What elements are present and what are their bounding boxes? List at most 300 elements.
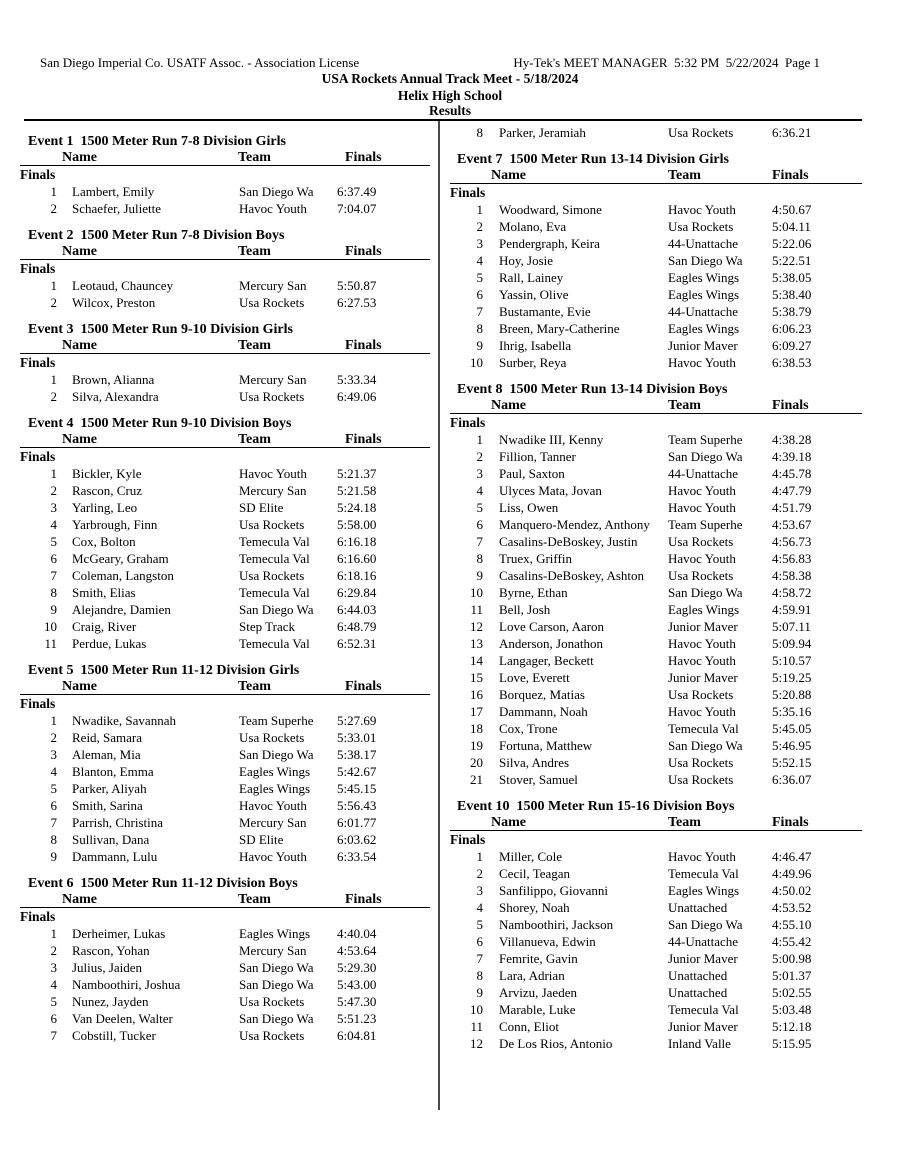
place-cell: 8 (50, 832, 57, 847)
team-cell: San Diego Wa (239, 960, 314, 975)
finals-time-cell: 5:04.11 (772, 219, 811, 234)
place-cell: 10 (44, 619, 57, 634)
result-row (20, 516, 430, 533)
result-row (20, 831, 430, 848)
result-row (20, 567, 430, 584)
team-cell: Eagles Wings (668, 270, 740, 285)
team-cell: San Diego Wa (668, 449, 743, 464)
finals-time-cell: 5:22.06 (772, 236, 812, 251)
table-header-row (20, 338, 430, 354)
event-title: Event 6 1500 Meter Run 11-12 Division Boys (28, 876, 298, 891)
athlete-name-cell: Anderson, Jonathon (499, 636, 603, 651)
athlete-name-cell: Smith, Elias (72, 585, 136, 600)
team-column-header: Team (668, 815, 701, 830)
athlete-name-cell: Coleman, Langston (72, 568, 174, 583)
place-cell: 10 (470, 585, 483, 600)
finals-time-cell: 5:51.23 (337, 1011, 377, 1026)
place-cell: 8 (476, 125, 483, 140)
place-cell: 12 (470, 1036, 483, 1051)
team-column-header: Team (238, 679, 271, 694)
result-row (450, 533, 862, 550)
finals-time-cell: 5:33.01 (337, 730, 377, 745)
finals-time-cell: 4:59.91 (772, 602, 812, 617)
meet-title: USA Rockets Annual Track Meet - 5/18/2024 (321, 71, 579, 86)
finals-time-cell: 5:35.16 (772, 704, 812, 719)
team-cell: Usa Rockets (239, 295, 305, 310)
place-cell: 12 (470, 619, 483, 634)
place-cell: 2 (476, 449, 483, 464)
place-cell: 2 (50, 730, 57, 745)
finals-time-cell: 6:52.31 (337, 636, 377, 651)
team-cell: San Diego Wa (668, 253, 743, 268)
finals-time-cell: 6:04.81 (337, 1028, 377, 1043)
result-row (20, 183, 430, 200)
team-cell: Havoc Youth (668, 202, 736, 217)
finals-time-cell: 6:09.27 (772, 338, 812, 353)
result-row (20, 1010, 430, 1027)
place-cell: 3 (50, 747, 57, 762)
place-cell: 3 (476, 236, 483, 251)
finals-column-header: Finals (345, 244, 382, 259)
place-cell: 7 (476, 534, 483, 549)
result-row (20, 942, 430, 959)
finals-time-cell: 5:29.30 (337, 960, 377, 975)
team-cell: Havoc Youth (668, 704, 736, 719)
team-cell: Eagles Wings (668, 321, 740, 336)
finals-time-cell: 6:38.53 (772, 355, 812, 370)
team-cell: 44-Unattache (668, 466, 739, 481)
finals-section-label: Finals (450, 832, 486, 847)
finals-time-cell: 5:38.79 (772, 304, 812, 319)
table-header-row (20, 892, 430, 908)
finals-column-header: Finals (772, 168, 809, 183)
place-cell: 2 (50, 943, 57, 958)
result-row (450, 499, 862, 516)
athlete-name-cell: Sullivan, Dana (72, 832, 150, 847)
place-cell: 1 (50, 278, 57, 293)
finals-time-cell: 5:46.95 (772, 738, 812, 753)
finals-time-cell: 5:02.55 (772, 985, 812, 1000)
finals-time-cell: 4:40.04 (337, 926, 377, 941)
place-cell: 2 (50, 295, 57, 310)
place-cell: 5 (50, 534, 57, 549)
finals-time-cell: 4:46.47 (772, 849, 812, 864)
event-title: Event 5 1500 Meter Run 11-12 Division Girls (28, 663, 300, 678)
table-header-row (20, 244, 430, 260)
athlete-name-cell: Borquez, Matias (499, 687, 585, 702)
finals-time-cell: 5:38.40 (772, 287, 812, 302)
result-row (450, 652, 862, 669)
result-row (450, 550, 862, 567)
place-cell: 2 (476, 866, 483, 881)
place-cell: 7 (50, 815, 57, 830)
place-cell: 7 (476, 951, 483, 966)
team-cell: Usa Rockets (668, 687, 734, 702)
athlete-name-cell: Casalins-DeBoskey, Ashton (499, 568, 645, 583)
place-cell: 7 (50, 1028, 57, 1043)
name-column-header: Name (62, 432, 97, 447)
place-cell: 8 (476, 968, 483, 983)
finals-time-cell: 4:55.10 (772, 917, 812, 932)
athlete-name-cell: Liss, Owen (499, 500, 559, 515)
result-row (20, 277, 430, 294)
team-column-header: Team (668, 168, 701, 183)
column-divider (438, 121, 440, 1110)
event-title: Event 2 1500 Meter Run 7-8 Division Boys (28, 228, 285, 243)
team-cell: Eagles Wings (668, 883, 740, 898)
place-cell: 11 (470, 602, 483, 617)
finals-time-cell: 4:39.18 (772, 449, 812, 464)
place-cell: 5 (476, 270, 483, 285)
athlete-name-cell: Manquero-Mendez, Anthony (499, 517, 650, 532)
athlete-name-cell: Reid, Samara (72, 730, 143, 745)
result-row (450, 601, 862, 618)
finals-time-cell: 6:48.79 (337, 619, 377, 634)
table-header-row (450, 398, 862, 414)
team-cell: Havoc Youth (239, 466, 307, 481)
athlete-name-cell: Namboothiri, Jackson (499, 917, 614, 932)
finals-time-cell: 4:50.02 (772, 883, 812, 898)
result-row (20, 200, 430, 217)
finals-time-cell: 5:56.43 (337, 798, 377, 813)
place-cell: 6 (476, 934, 483, 949)
finals-time-cell: 4:58.38 (772, 568, 812, 583)
place-cell: 9 (476, 338, 483, 353)
place-cell: 9 (476, 985, 483, 1000)
result-row (20, 729, 430, 746)
team-cell: Havoc Youth (239, 201, 307, 216)
place-cell: 2 (50, 389, 57, 404)
athlete-name-cell: Bustamante, Evie (499, 304, 591, 319)
team-cell: Mercury San (239, 278, 307, 293)
finals-time-cell: 4:38.28 (772, 432, 812, 447)
athlete-name-cell: McGeary, Graham (72, 551, 169, 566)
finals-column-header: Finals (772, 398, 809, 413)
athlete-name-cell: Aleman, Mia (72, 747, 141, 762)
team-cell: Junior Maver (668, 670, 738, 685)
venue-name: Helix High School (397, 88, 503, 103)
athlete-name-cell: Arvizu, Jaeden (499, 985, 577, 1000)
place-cell: 4 (476, 253, 483, 268)
finals-section-label: Finals (20, 167, 56, 182)
finals-time-cell: 5:45.05 (772, 721, 812, 736)
athlete-name-cell: Villanueva, Edwin (499, 934, 596, 949)
result-row (450, 686, 862, 703)
place-cell: 11 (470, 1019, 483, 1034)
team-cell: Junior Maver (668, 338, 738, 353)
athlete-name-cell: Fillion, Tanner (499, 449, 576, 464)
place-cell: 9 (50, 849, 57, 864)
athlete-name-cell: Lara, Adrian (499, 968, 565, 983)
result-row (450, 933, 862, 950)
place-cell: 5 (476, 917, 483, 932)
name-column-header: Name (62, 150, 97, 165)
team-cell: Mercury San (239, 943, 307, 958)
team-cell: Usa Rockets (239, 568, 305, 583)
result-row (450, 337, 862, 354)
athlete-name-cell: Cox, Bolton (72, 534, 136, 549)
team-cell: Temecula Val (239, 551, 310, 566)
result-row (450, 201, 862, 218)
finals-time-cell: 4:47.79 (772, 483, 812, 498)
finals-time-cell: 5:43.00 (337, 977, 377, 992)
finals-time-cell: 5:21.37 (337, 466, 377, 481)
name-column-header: Name (491, 815, 526, 830)
finals-time-cell: 5:10.57 (772, 653, 812, 668)
name-column-header: Name (491, 398, 526, 413)
finals-time-cell: 5:58.00 (337, 517, 377, 532)
team-cell: Team Superhe (668, 517, 743, 532)
finals-time-cell: 5:21.58 (337, 483, 377, 498)
result-row (450, 584, 862, 601)
place-cell: 1 (50, 713, 57, 728)
team-cell: SD Elite (239, 500, 284, 515)
team-cell: Havoc Youth (668, 636, 736, 651)
place-cell: 2 (50, 483, 57, 498)
athlete-name-cell: Parker, Aliyah (72, 781, 147, 796)
athlete-name-cell: Rascon, Cruz (72, 483, 143, 498)
place-cell: 3 (50, 500, 57, 515)
team-cell: Temecula Val (239, 534, 310, 549)
team-cell: Temecula Val (668, 866, 739, 881)
result-row (450, 482, 862, 499)
athlete-name-cell: Stover, Samuel (499, 772, 578, 787)
team-column-header: Team (238, 244, 271, 259)
event-title: Event 3 1500 Meter Run 9-10 Division Girls (28, 322, 293, 337)
result-row (450, 567, 862, 584)
team-cell: Havoc Youth (668, 551, 736, 566)
athlete-name-cell: Fortuna, Matthew (499, 738, 593, 753)
athlete-name-cell: Molano, Eva (499, 219, 567, 234)
team-cell: Junior Maver (668, 1019, 738, 1034)
result-row (450, 618, 862, 635)
result-row (450, 737, 862, 754)
finals-time-cell: 6:16.18 (337, 534, 377, 549)
athlete-name-cell: Bickler, Kyle (72, 466, 142, 481)
athlete-name-cell: Rascon, Yohan (72, 943, 150, 958)
team-cell: Usa Rockets (668, 534, 734, 549)
athlete-name-cell: Namboothiri, Joshua (72, 977, 181, 992)
finals-time-cell: 5:45.15 (337, 781, 377, 796)
finals-time-cell: 6:16.60 (337, 551, 377, 566)
place-cell: 20 (470, 755, 483, 770)
result-row (20, 388, 430, 405)
result-row (450, 950, 862, 967)
team-cell: Inland Valle (668, 1036, 731, 1051)
finals-time-cell: 5:50.87 (337, 278, 377, 293)
result-row (20, 482, 430, 499)
athlete-name-cell: Nwadike, Savannah (72, 713, 176, 728)
team-cell: Eagles Wings (239, 926, 311, 941)
team-cell: 44-Unattache (668, 236, 739, 251)
name-column-header: Name (62, 892, 97, 907)
result-row (450, 465, 862, 482)
place-cell: 6 (50, 1011, 57, 1026)
team-cell: San Diego Wa (668, 917, 743, 932)
table-header-row (450, 168, 862, 184)
place-cell: 4 (476, 483, 483, 498)
place-cell: 17 (470, 704, 483, 719)
athlete-name-cell: Miller, Cole (499, 849, 563, 864)
team-cell: Havoc Youth (239, 849, 307, 864)
finals-time-cell: 4:56.83 (772, 551, 812, 566)
team-cell: Eagles Wings (668, 602, 740, 617)
team-cell: Mercury San (239, 483, 307, 498)
team-cell: Eagles Wings (239, 764, 311, 779)
place-cell: 13 (470, 636, 483, 651)
event-section (450, 151, 862, 371)
place-cell: 8 (476, 551, 483, 566)
athlete-name-cell: Schaefer, Juliette (72, 201, 161, 216)
athlete-name-cell: Perdue, Lukas (72, 636, 147, 651)
finals-time-cell: 5:22.51 (772, 253, 812, 268)
finals-column-header: Finals (772, 815, 809, 830)
athlete-name-cell: Wilcox, Preston (72, 295, 156, 310)
finals-time-cell: 6:44.03 (337, 602, 377, 617)
finals-time-cell: 4:49.96 (772, 866, 812, 881)
finals-time-cell: 4:55.42 (772, 934, 812, 949)
athlete-name-cell: Craig, River (72, 619, 137, 634)
finals-time-cell: 5:19.25 (772, 670, 812, 685)
athlete-name-cell: Derheimer, Lukas (72, 926, 166, 941)
team-cell: San Diego Wa (239, 184, 314, 199)
team-cell: Usa Rockets (239, 1028, 305, 1043)
place-cell: 5 (50, 781, 57, 796)
team-cell: Havoc Youth (668, 500, 736, 515)
event-continuation-rows (450, 124, 862, 141)
result-row (450, 848, 862, 865)
place-cell: 6 (50, 798, 57, 813)
athlete-name-cell: Love Carson, Aaron (499, 619, 605, 634)
result-row (20, 746, 430, 763)
team-cell: Usa Rockets (668, 219, 734, 234)
result-row (450, 865, 862, 882)
place-cell: 9 (476, 568, 483, 583)
place-cell: 19 (470, 738, 483, 753)
finals-time-cell: 5:12.18 (772, 1019, 812, 1034)
event-section (450, 798, 862, 1052)
team-cell: San Diego Wa (239, 602, 314, 617)
team-cell: 44-Unattache (668, 304, 739, 319)
athlete-name-cell: Bell, Josh (499, 602, 551, 617)
athlete-name-cell: Ulyces Mata, Jovan (499, 483, 602, 498)
place-cell: 4 (50, 517, 57, 532)
result-row (450, 303, 862, 320)
place-cell: 6 (50, 551, 57, 566)
finals-time-cell: 5:38.05 (772, 270, 812, 285)
athlete-name-cell: Truex, Griffin (499, 551, 572, 566)
finals-time-cell: 5:24.18 (337, 500, 377, 515)
result-row (20, 712, 430, 729)
team-cell: Temecula Val (668, 721, 739, 736)
athlete-name-cell: Van Deelen, Walter (72, 1011, 173, 1026)
place-cell: 11 (44, 636, 57, 651)
team-cell: Unattached (668, 985, 728, 1000)
finals-time-cell: 4:56.73 (772, 534, 812, 549)
finals-time-cell: 4:53.64 (337, 943, 377, 958)
place-cell: 3 (476, 883, 483, 898)
athlete-name-cell: Alejandre, Damien (72, 602, 171, 617)
athlete-name-cell: Blanton, Emma (72, 764, 154, 779)
finals-section-label: Finals (20, 909, 56, 924)
finals-time-cell: 4:58.72 (772, 585, 812, 600)
result-row (450, 720, 862, 737)
results-heading: Results (428, 103, 471, 118)
place-cell: 3 (50, 960, 57, 975)
athlete-name-cell: Smith, Sarina (72, 798, 143, 813)
finals-time-cell: 6:37.49 (337, 184, 377, 199)
result-row (20, 925, 430, 942)
result-row (20, 601, 430, 618)
event-section (20, 662, 430, 865)
athlete-name-cell: Sanfilippo, Giovanni (499, 883, 609, 898)
place-cell: 1 (50, 372, 57, 387)
finals-time-cell: 4:50.67 (772, 202, 812, 217)
team-cell: Usa Rockets (668, 772, 734, 787)
result-row (450, 218, 862, 235)
finals-time-cell: 5:47.30 (337, 994, 377, 1009)
event-title: Event 8 1500 Meter Run 13-14 Division Boys (457, 382, 728, 397)
place-cell: 1 (50, 184, 57, 199)
athlete-name-cell: Langager, Beckett (499, 653, 594, 668)
finals-time-cell: 5:38.17 (337, 747, 377, 762)
result-row (20, 635, 430, 652)
team-cell: Temecula Val (239, 636, 310, 651)
result-row (450, 635, 862, 652)
event-section (20, 227, 430, 311)
finals-time-cell: 6:03.62 (337, 832, 377, 847)
team-cell: Junior Maver (668, 951, 738, 966)
finals-time-cell: 5:03.48 (772, 1002, 812, 1017)
team-cell: 44-Unattache (668, 934, 739, 949)
team-cell: Team Superhe (668, 432, 743, 447)
athlete-name-cell: Love, Everett (499, 670, 570, 685)
result-row (20, 1027, 430, 1044)
place-cell: 6 (476, 287, 483, 302)
athlete-name-cell: Casalins-DeBoskey, Justin (499, 534, 638, 549)
event-title: Event 7 1500 Meter Run 13-14 Division Girls (457, 152, 729, 167)
team-column-header: Team (238, 338, 271, 353)
team-cell: Temecula Val (239, 585, 310, 600)
finals-time-cell: 4:51.79 (772, 500, 812, 515)
team-column-header: Team (238, 432, 271, 447)
result-row (20, 797, 430, 814)
result-row (20, 371, 430, 388)
finals-time-cell: 6:49.06 (337, 389, 377, 404)
left-results-column (20, 133, 430, 1054)
name-column-header: Name (491, 168, 526, 183)
finals-time-cell: 5:07.11 (772, 619, 811, 634)
result-row (20, 993, 430, 1010)
result-row (450, 269, 862, 286)
athlete-name-cell: Cecil, Teagan (499, 866, 571, 881)
page-top-row (40, 54, 820, 71)
place-cell: 10 (470, 1002, 483, 1017)
finals-section-label: Finals (20, 449, 56, 464)
finals-section-label: Finals (20, 355, 56, 370)
team-cell: Usa Rockets (668, 125, 734, 140)
place-cell: 5 (476, 500, 483, 515)
athlete-name-cell: Yarling, Leo (72, 500, 138, 515)
team-cell: Havoc Youth (668, 483, 736, 498)
team-cell: Havoc Youth (668, 849, 736, 864)
place-cell: 7 (50, 568, 57, 583)
athlete-name-cell: Leotaud, Chauncey (72, 278, 174, 293)
result-row (450, 320, 862, 337)
finals-time-cell: 4:53.67 (772, 517, 812, 532)
athlete-name-cell: Pendergraph, Keira (499, 236, 600, 251)
athlete-name-cell: Woodward, Simone (499, 202, 602, 217)
